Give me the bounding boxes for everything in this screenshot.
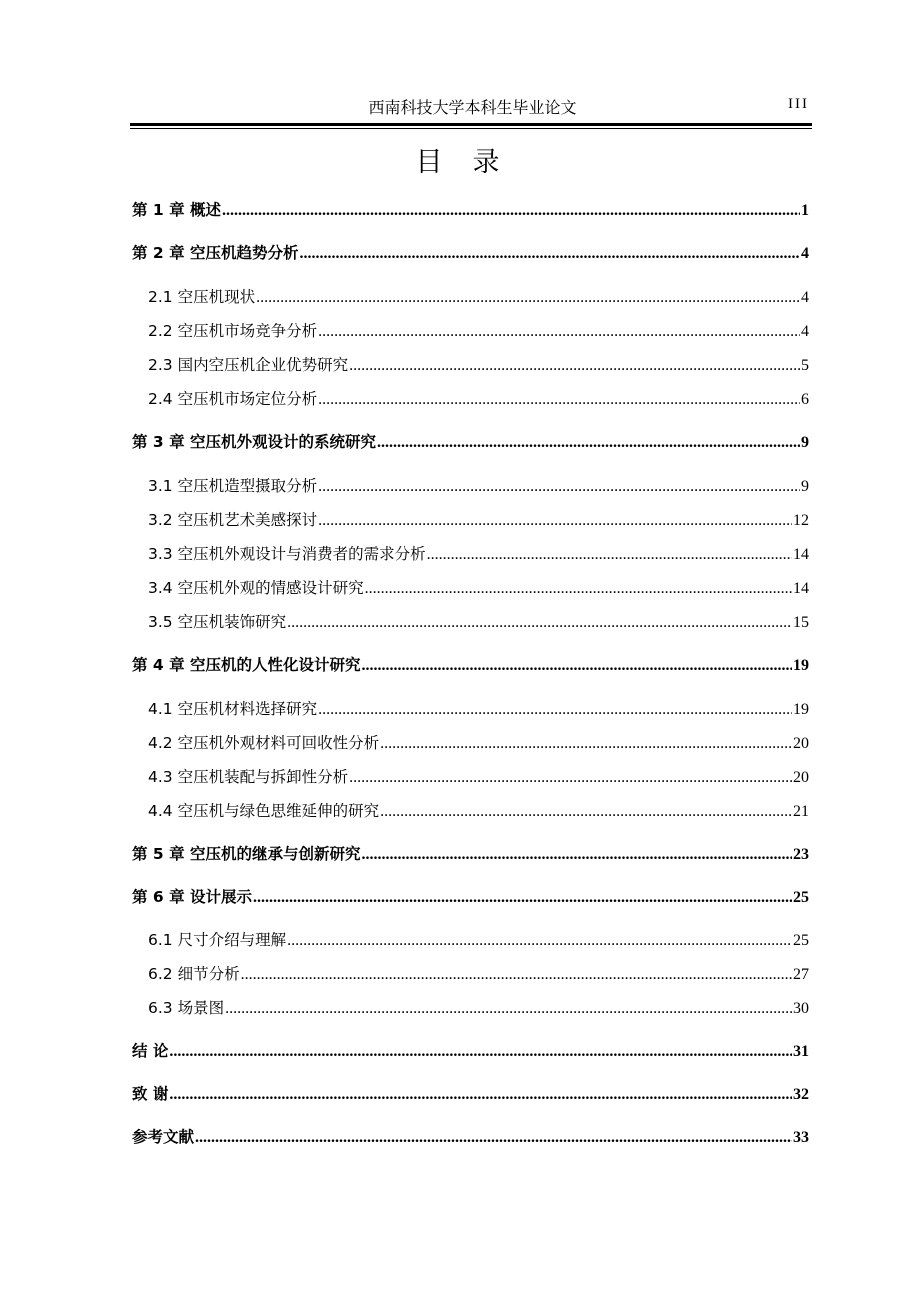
toc-leader-dots — [318, 321, 800, 343]
toc-entry-page-number: 4 — [801, 323, 809, 340]
toc-entry-label: 2.3 国内空压机企业优势研究 — [148, 356, 349, 374]
toc-leader-dots — [318, 699, 792, 721]
toc-entry-label: 2.1 空压机现状 — [148, 288, 256, 306]
toc-entry-label: 参考文献 — [132, 1128, 195, 1146]
toc-section-entry[interactable] — [148, 286, 809, 308]
toc-chapter-entry[interactable] — [132, 242, 809, 264]
toc-entry-label: 3.3 空压机外观设计与消费者的需求分析 — [148, 545, 426, 563]
toc-leader-dots — [349, 767, 792, 789]
header-page-number: III — [788, 96, 809, 112]
toc-entry-page-number: 1 — [801, 202, 809, 219]
toc-chapter-entry[interactable] — [132, 431, 809, 453]
toc-section-entry[interactable] — [148, 509, 809, 531]
toc-entry-label: 第 4 章 空压机的人性化设计研究 — [132, 656, 361, 674]
toc-leader-dots — [349, 355, 800, 377]
toc-entry-label: 4.2 空压机外观材料可回收性分析 — [148, 734, 380, 752]
toc-leader-dots — [169, 1041, 792, 1063]
toc-section-entry[interactable] — [148, 963, 809, 985]
toc-entry-label: 6.3 场景图 — [148, 999, 225, 1017]
toc-chapter-entry[interactable] — [132, 1126, 809, 1148]
toc-entry-page-number: 4 — [801, 289, 809, 306]
toc-entry-page-number: 21 — [793, 803, 809, 820]
toc-leader-dots — [361, 655, 792, 677]
toc-title: 目录 — [415, 147, 530, 178]
toc-section-entry[interactable] — [148, 732, 809, 754]
toc-chapter-entry[interactable] — [132, 1040, 809, 1062]
toc-entry-page-number: 15 — [793, 614, 809, 631]
toc-entry-label: 第 1 章 概述 — [132, 201, 221, 219]
toc-leader-dots — [225, 998, 792, 1020]
toc-entry-label: 3.1 空压机造型摄取分析 — [148, 477, 318, 495]
toc-entry-page-number: 4 — [801, 245, 809, 262]
toc-leader-dots — [195, 1127, 792, 1149]
toc-entry-label: 第 2 章 空压机趋势分析 — [132, 244, 299, 262]
toc-entry-page-number: 20 — [793, 735, 809, 752]
toc-entry-label: 6.1 尺寸介绍与理解 — [148, 931, 287, 949]
toc-leader-dots — [241, 964, 792, 986]
toc-entry-page-number: 5 — [801, 357, 809, 374]
toc-leader-dots — [377, 432, 800, 454]
toc-entry-page-number: 6 — [801, 391, 809, 408]
toc-leader-dots — [380, 733, 792, 755]
toc-entry-label: 6.2 细节分析 — [148, 965, 240, 983]
toc-entry-page-number: 20 — [793, 769, 809, 786]
toc-leader-dots — [361, 844, 792, 866]
toc-entry-page-number: 25 — [793, 932, 809, 949]
toc-leader-dots — [299, 243, 800, 265]
toc-entry-label: 4.3 空压机装配与拆卸性分析 — [148, 768, 349, 786]
toc-section-entry[interactable] — [148, 997, 809, 1019]
toc-section-entry[interactable] — [148, 800, 809, 822]
toc-entry-page-number: 14 — [793, 580, 809, 597]
toc-section-entry[interactable] — [148, 475, 809, 497]
toc-entry-page-number: 9 — [801, 434, 809, 451]
toc-entry-page-number: 33 — [793, 1129, 809, 1146]
toc-section-entry[interactable] — [148, 611, 809, 633]
toc-entry-page-number: 14 — [793, 546, 809, 563]
toc-section-entry[interactable] — [148, 354, 809, 376]
header-rule-thick — [130, 123, 812, 126]
toc-entry-page-number: 25 — [793, 889, 809, 906]
toc-leader-dots — [253, 887, 792, 909]
header-title: 西南科技大学本科生毕业论文 — [368, 98, 577, 117]
toc-entry-label: 致 谢 — [132, 1085, 169, 1103]
toc-chapter-entry[interactable] — [132, 199, 809, 221]
toc-chapter-entry[interactable] — [132, 886, 809, 908]
toc-leader-dots — [365, 578, 792, 600]
toc-section-entry[interactable] — [148, 929, 809, 951]
toc-leader-dots — [427, 544, 792, 566]
toc-leader-dots — [287, 930, 792, 952]
toc-section-entry[interactable] — [148, 577, 809, 599]
toc-leader-dots — [169, 1084, 792, 1106]
toc-entry-page-number: 30 — [793, 1000, 809, 1017]
toc-section-entry[interactable] — [148, 698, 809, 720]
toc-chapter-entry[interactable] — [132, 843, 809, 865]
toc-leader-dots — [222, 200, 800, 222]
toc-entry-label: 2.2 空压机市场竞争分析 — [148, 322, 318, 340]
toc-entry-label: 4.1 空压机材料选择研究 — [148, 700, 318, 718]
toc-entry-label: 第 6 章 设计展示 — [132, 888, 252, 906]
toc-entry-page-number: 19 — [793, 701, 809, 718]
toc-entry-page-number: 9 — [801, 478, 809, 495]
toc-entry-label: 3.2 空压机艺术美感探讨 — [148, 511, 318, 529]
toc-section-entry[interactable] — [148, 388, 809, 410]
toc-entry-page-number: 27 — [793, 966, 809, 983]
toc-leader-dots — [287, 612, 792, 634]
toc-chapter-entry[interactable] — [132, 1083, 809, 1105]
header-rule-thin — [130, 128, 812, 129]
toc-entry-label: 3.4 空压机外观的情感设计研究 — [148, 579, 364, 597]
toc-chapter-entry[interactable] — [132, 654, 809, 676]
toc-entry-label: 第 3 章 空压机外观设计的系统研究 — [132, 433, 376, 451]
toc-section-entry[interactable] — [148, 543, 809, 565]
toc-entry-label: 4.4 空压机与绿色思维延伸的研究 — [148, 802, 380, 820]
toc-entry-page-number: 12 — [793, 512, 809, 529]
toc-leader-dots — [318, 476, 800, 498]
toc-entry-page-number: 32 — [793, 1086, 809, 1103]
toc-entry-page-number: 31 — [793, 1043, 809, 1060]
toc-entry-label: 结 论 — [132, 1042, 169, 1060]
toc-entry-label: 第 5 章 空压机的继承与创新研究 — [132, 845, 361, 863]
toc-entry-page-number: 19 — [793, 657, 809, 674]
toc-leader-dots — [318, 389, 800, 411]
toc-leader-dots — [380, 801, 792, 823]
toc-section-entry[interactable] — [148, 766, 809, 788]
toc-leader-dots — [256, 287, 800, 309]
toc-entry-label: 2.4 空压机市场定位分析 — [148, 390, 318, 408]
toc-section-entry[interactable] — [148, 320, 809, 342]
toc-entry-label: 3.5 空压机装饰研究 — [148, 613, 287, 631]
toc-entry-page-number: 23 — [793, 846, 809, 863]
toc-leader-dots — [318, 510, 792, 532]
